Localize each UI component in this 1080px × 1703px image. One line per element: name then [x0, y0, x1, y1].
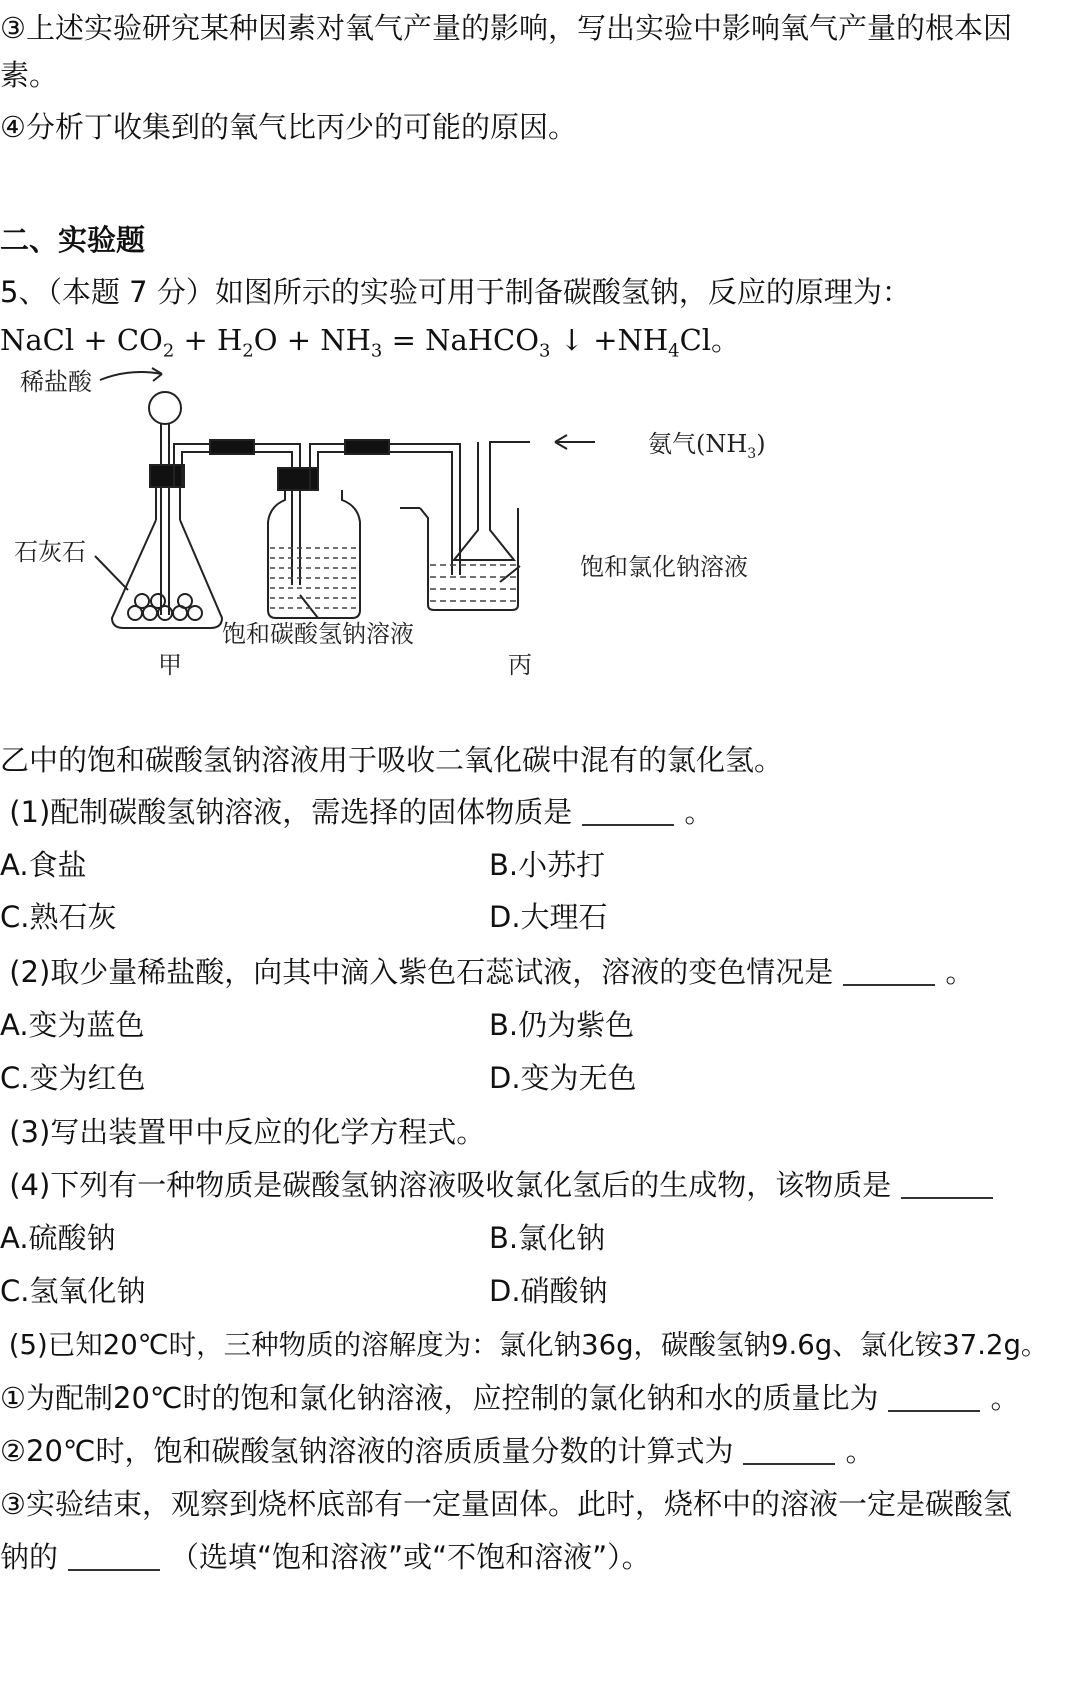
q5-p5-s3: ③实验结束，观察到烧杯底部有一定量固体。此时，烧杯中的溶液一定是碳酸氢 [0, 1487, 1012, 1521]
answer-blank[interactable] [68, 1547, 160, 1571]
option-c[interactable]: C.熟石灰 [0, 900, 117, 934]
q5-p3: (3)写出装置甲中反应的化学方程式。 [9, 1115, 486, 1149]
label-acid: 稀盐酸 [20, 368, 92, 396]
option-c[interactable]: C.氢氧化钠 [0, 1274, 146, 1308]
option-a[interactable]: A.食盐 [0, 848, 87, 882]
label-jia: 甲 [158, 651, 182, 679]
q5-p1-options-cd [0, 897, 1080, 937]
q5-p5-s2: ②20℃时，饱和碳酸氢钠溶液的溶质质量分数的计算式为 。 [0, 1434, 875, 1468]
option-d[interactable]: D.大理石 [489, 900, 608, 934]
option-c[interactable]: C.变为红色 [0, 1061, 146, 1095]
answer-blank[interactable] [843, 962, 935, 986]
q5-p5: (5)已知20℃时，三种物质的溶解度为：氯化钠36g，碳酸氢钠9.6g、氯化铵37.2g。 [8, 1329, 1049, 1361]
q5-p2-options-cd [0, 1058, 1080, 1098]
option-a[interactable]: A.硫酸钠 [0, 1221, 116, 1255]
apparatus-figure [0, 360, 800, 740]
label-nahco3-solution: 饱和碳酸氢钠溶液 [222, 620, 414, 648]
q5-p1: (1)配制碳酸氢钠溶液，需选择的固体物质是 。 [9, 795, 714, 829]
q5-p1-options-ab [0, 845, 1080, 885]
label-bing: 丙 [508, 651, 532, 679]
option-d[interactable]: D.变为无色 [489, 1061, 637, 1095]
q5-p5-s3-cont: 钠的 （选填“饱和溶液”或“不饱和溶液”）。 [0, 1540, 651, 1574]
limestone-balls [128, 594, 202, 620]
label-limestone: 石灰石 [14, 538, 86, 566]
answer-blank[interactable] [743, 1441, 835, 1465]
q5-note: 乙中的饱和碳酸氢钠溶液用于吸收二氧化碳中混有的氯化氢。 [0, 743, 784, 777]
option-b[interactable]: B.小苏打 [489, 848, 606, 882]
label-ammonia: 氨气$(NH_3)$ [648, 430, 766, 462]
section-title: 二、实验题 [0, 223, 146, 257]
q5-p2: (2)取少量稀盐酸，向其中滴入紫色石蕊试液，溶液的变色情况是 。 [9, 955, 975, 989]
q4-item3: ③上述实验研究某种因素对氧气产量的影响，写出实验中影响氧气产量的根本因 [0, 11, 1012, 45]
option-d[interactable]: D.硝酸钠 [489, 1274, 608, 1308]
answer-blank[interactable] [888, 1388, 980, 1412]
q5-p5-s1: ①为配制20℃时的饱和氯化钠溶液，应控制的氯化钠和水的质量比为 。 [0, 1381, 1020, 1415]
answer-blank[interactable] [582, 802, 674, 826]
beaker-liquid [430, 565, 516, 601]
bottle-liquid [270, 548, 358, 608]
label-nacl-solution: 饱和氯化钠溶液 [580, 553, 748, 581]
q5-p2-options-ab [0, 1005, 1080, 1045]
answer-blank[interactable] [901, 1175, 993, 1199]
q5-intro: 5、（本题 7 分）如图所示的实验可用于制备碳酸氢钠，反应的原理为： [0, 275, 911, 309]
option-a[interactable]: A.变为蓝色 [0, 1008, 145, 1042]
q4-item4: ④分析丁收集到的氧气比丙少的可能的原因。 [0, 110, 577, 144]
q5-p4: (4)下列有一种物质是碳酸氢钠溶液吸收氯化氢后的生成物，该物质是 [0, 1165, 1003, 1205]
option-b[interactable]: B.氯化钠 [489, 1221, 606, 1255]
option-b[interactable]: B.仍为紫色 [489, 1008, 635, 1042]
q5-equation: NaCl + $CO_2 + H_2O + NH_3$ = NaHCO$_3$ ↓ $+NH_4Cl$。 [0, 323, 741, 362]
q5-p4-options-cd [0, 1271, 1080, 1311]
q5-p4-options-ab [0, 1218, 1080, 1258]
q4-item3-cont: 素。 [0, 58, 59, 92]
